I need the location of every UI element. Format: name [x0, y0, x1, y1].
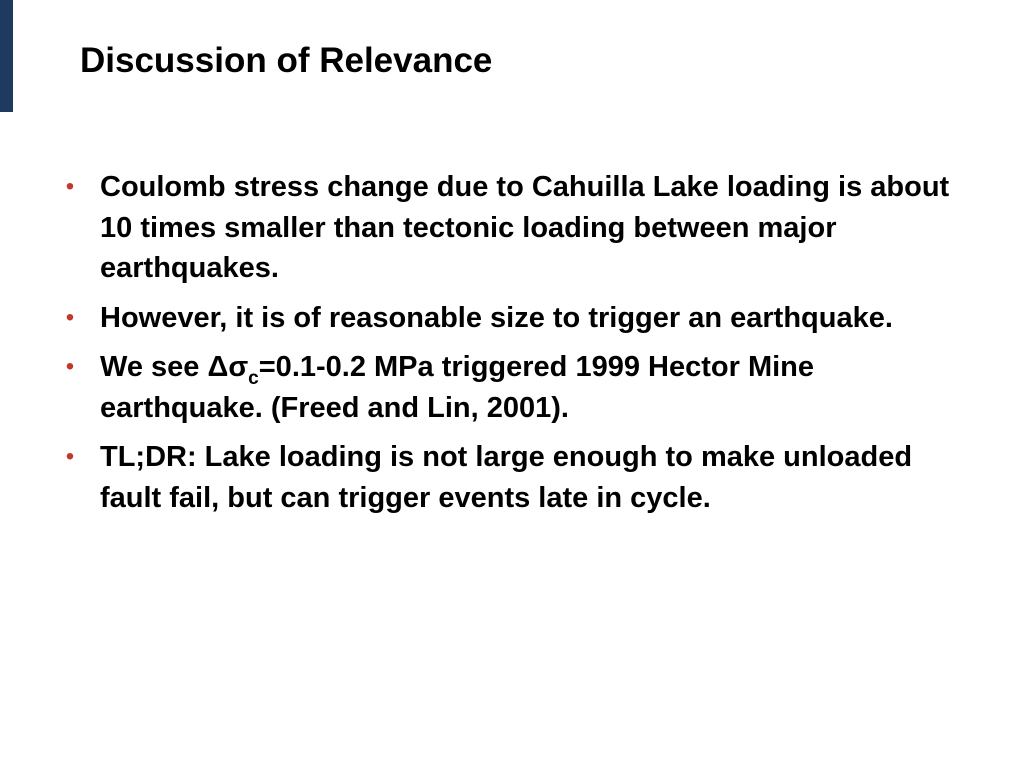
bullet-icon: •	[65, 303, 75, 331]
bullet-item-trigger-size	[60, 298, 960, 339]
bullet-text: Coulomb stress change due to Cahuilla Lake loading is about 10 times smaller than tectonic loading between major earthquakes.	[100, 171, 950, 284]
bullet-icon: •	[65, 443, 75, 470]
bullet-item-coulomb-stress	[60, 167, 960, 289]
bullet-text: TL;DR: Lake loading is not large enough to make unloaded fault fail, but can trigger events late in cycle.	[100, 441, 913, 514]
bullet-item-tldr	[60, 437, 960, 518]
bullet-text-prefix: We see Δσ	[100, 351, 249, 383]
bullet-text: However, it is of reasonable size to trigger an earthquake.	[100, 301, 893, 334]
bullet-item-hector-mine	[60, 347, 960, 428]
accent-bar	[0, 0, 13, 112]
bullet-icon: •	[65, 173, 75, 200]
subscript-c: c	[248, 368, 259, 389]
bullet-list	[60, 167, 960, 527]
slide-title: Discussion of Relevance	[80, 41, 493, 80]
bullet-icon: •	[65, 353, 75, 380]
bullet-text-suffix: =0.1-0.2 MPa triggered 1999 Hector Mine earthquake. (Freed and Lin, 2001).	[100, 351, 814, 424]
